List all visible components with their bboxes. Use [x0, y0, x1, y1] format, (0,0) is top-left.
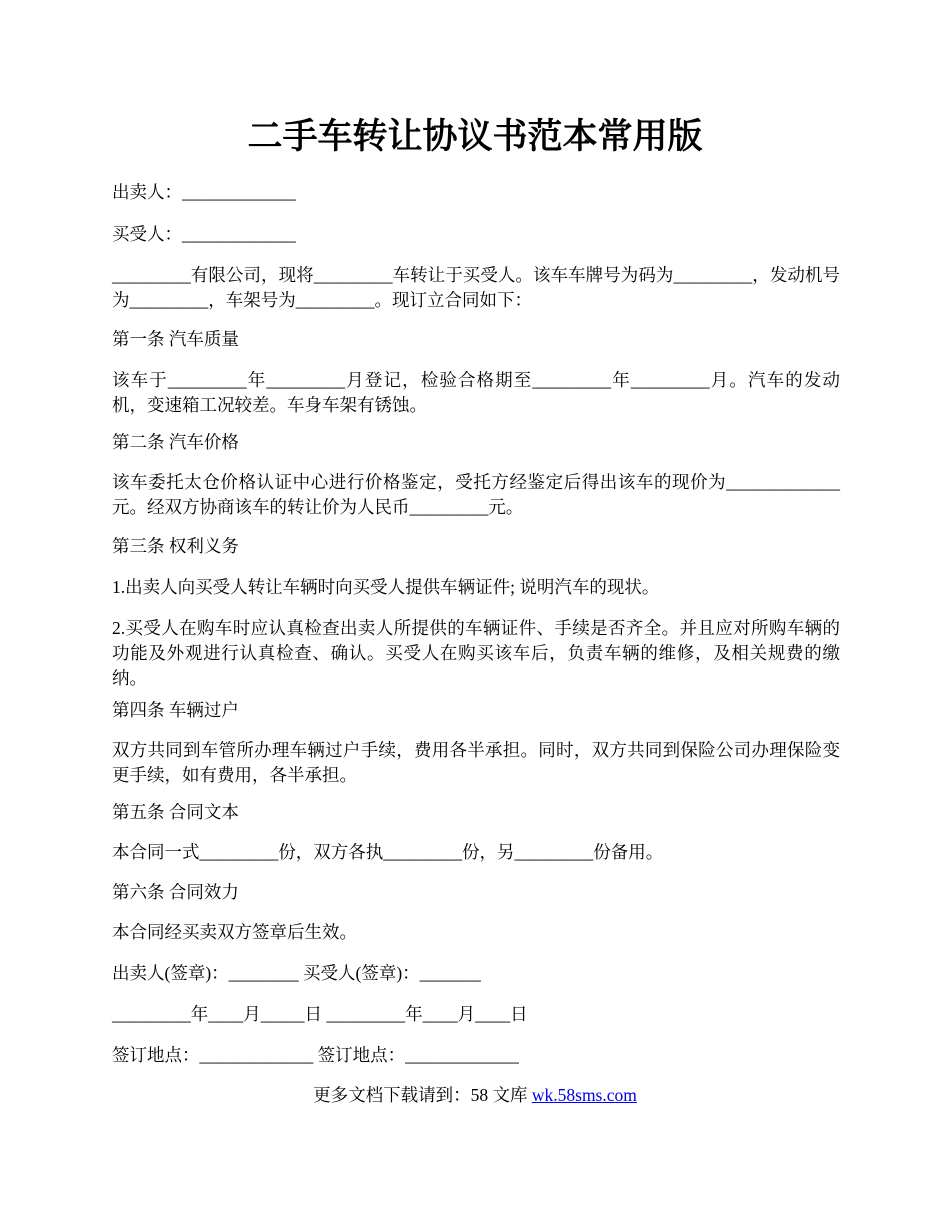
- footer: [0, 1083, 950, 1108]
- article-1-body: 该车于_________年_________月登记，检验合格期至_________年_________月。汽车的发动机，变速箱工况较差。车身车架有锈蚀。: [112, 370, 840, 415]
- article-6-body: 本合同经买卖双方签章后生效。: [112, 922, 357, 942]
- article-4-body: 双方共同到车管所办理车辆过户手续，费用各半承担。同时，双方共同到保险公司办理保险变更手续，如有费用，各半承担。: [112, 740, 840, 785]
- article-3-item-2: 2.买受人在购车时应认真检查出卖人所提供的车辆证件、手续是否齐全。并且应对所购车辆的功能及外观进行认真检查、确认。买受人在购买该车后，负责车辆的维修，及相关规费的缴纳。: [112, 618, 840, 688]
- article-1-heading: 第一条 汽车质量: [112, 329, 239, 349]
- article-2-heading: 第二条 汽车价格: [112, 432, 239, 452]
- date-line: _________年____月_____日 _________年____月____日: [112, 1004, 528, 1024]
- footer-link[interactable]: wk.58sms.com: [531, 1085, 637, 1105]
- article-5-body: 本合同一式_________份，双方各执_________份，另_________份备用。: [112, 842, 664, 862]
- article-3-item-1: 1.出卖人向买受人转让车辆时向买受人提供车辆证件; 说明汽车的现状。: [112, 577, 660, 597]
- footer-text: 更多文档下载请到：58 文库: [313, 1085, 532, 1105]
- article-3-heading: 第三条 权利义务: [112, 536, 239, 556]
- place-line: 签订地点：_____________ 签订地点：_____________: [112, 1045, 519, 1065]
- article-4-heading: 第四条 车辆过户: [112, 700, 239, 720]
- article-2-body: 该车委托太仓价格认证中心进行价格鉴定，受托方经鉴定后得出该车的现价为_____________元。经双方协商该车的转让价为人民币_________元。: [112, 472, 840, 517]
- article-5-heading: 第五条 合同文本: [112, 802, 239, 822]
- signature-line: 出卖人(签章)：________ 买受人(签章)：_______: [112, 963, 481, 983]
- buyer-line: 买受人：_____________: [112, 224, 296, 244]
- intro-paragraph: _________有限公司，现将_________车转让于买受人。该车车牌号为码为_________，发动机号为_________，车架号为_________。现订立合同如下：: [112, 265, 840, 310]
- document-title: 二手车转让协议书范本常用版: [247, 117, 703, 156]
- article-6-heading: 第六条 合同效力: [112, 882, 239, 902]
- seller-line: 出卖人：_____________: [112, 182, 296, 202]
